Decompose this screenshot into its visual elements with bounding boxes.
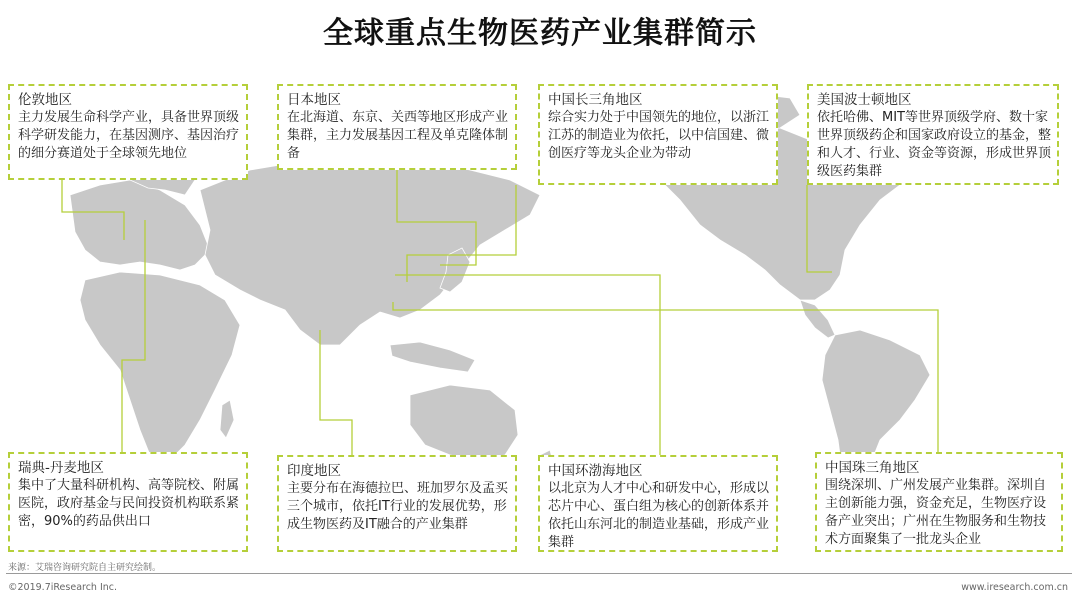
source-note: 来源：艾瑞咨询研究院自主研究绘制。 (8, 563, 162, 573)
region-desc-boston: 依托哈佛、MIT等世界顶级学府、数十家世界顶级药企和国家政府设立的基金，整和人才、行业、资金等资源，形成世界顶级医药集群 (817, 110, 1052, 179)
region-box-london (8, 84, 248, 180)
region-desc-sweden: 集中了大量科研机构、高等院校、附属医院，政府基金与民间投资机构联系紧密，90%的药品供出口 (18, 478, 240, 529)
madagascar-shape (220, 400, 234, 438)
australia-shape (410, 385, 518, 460)
footer-divider (6, 573, 1072, 574)
region-name-india: 印度地区 (287, 463, 341, 479)
central-america-shape (800, 300, 835, 338)
europe-shape (70, 180, 210, 270)
region-desc-india: 主要分布在海德拉巴、班加罗尔及孟买三个城市，依托IT行业的发展优势，形成生物医药及IT融合的产业集群 (287, 481, 509, 532)
region-desc-london: 主力发展生命科学产业，具备世界顶级科学研发能力，在基因测序、基因治疗的细分赛道处于全球领先地位 (18, 110, 240, 161)
region-name-yangtze: 中国长三角地区 (548, 92, 643, 108)
region-desc-pearl: 围绕深圳、广州发展产业集群。深圳自主创新能力强，资金充足，生物医疗设备产业突出；广州在生物服务和生物技术方面聚集了一批龙头企业 (825, 478, 1047, 547)
region-desc-yangtze: 综合实力处于中国领先的地位，以浙江江苏的制造业为依托，以中信国建、微创医疗等龙头企业为带动 (548, 110, 770, 161)
region-name-japan: 日本地区 (287, 92, 341, 108)
se-asia-islands-shape (390, 342, 475, 372)
website-text: www.iresearch.com.cn (961, 582, 1068, 593)
region-desc-japan: 在北海道、东京、关西等地区形成产业集群，主力发展基因工程及单克隆体制备 (287, 110, 509, 161)
region-box-yangtze (538, 84, 778, 185)
copyright-text: ©2019.7iResearch Inc. (8, 582, 118, 593)
connector-india (320, 330, 352, 455)
asia-shape (200, 155, 540, 345)
page-title: 全球重点生物医药产业集群简示 (323, 16, 757, 51)
region-box-sweden (8, 452, 248, 552)
region-box-boston (807, 84, 1059, 185)
region-box-japan (277, 84, 517, 170)
region-box-india (277, 455, 517, 552)
region-box-bohai (538, 455, 778, 552)
africa-shape (80, 272, 240, 460)
region-name-sweden: 瑞典-丹麦地区 (18, 460, 104, 476)
region-name-boston: 美国波士顿地区 (817, 92, 912, 108)
region-name-bohai: 中国环渤海地区 (548, 463, 643, 479)
region-name-pearl: 中国珠三角地区 (825, 460, 920, 476)
region-name-london: 伦敦地区 (18, 92, 72, 108)
region-desc-bohai: 以北京为人才中心和研发中心，形成以芯片中心、蛋白组为核心的创新体系并依托山东河北的制造业基础，形成产业集群 (548, 481, 770, 550)
region-box-pearl (815, 452, 1063, 552)
